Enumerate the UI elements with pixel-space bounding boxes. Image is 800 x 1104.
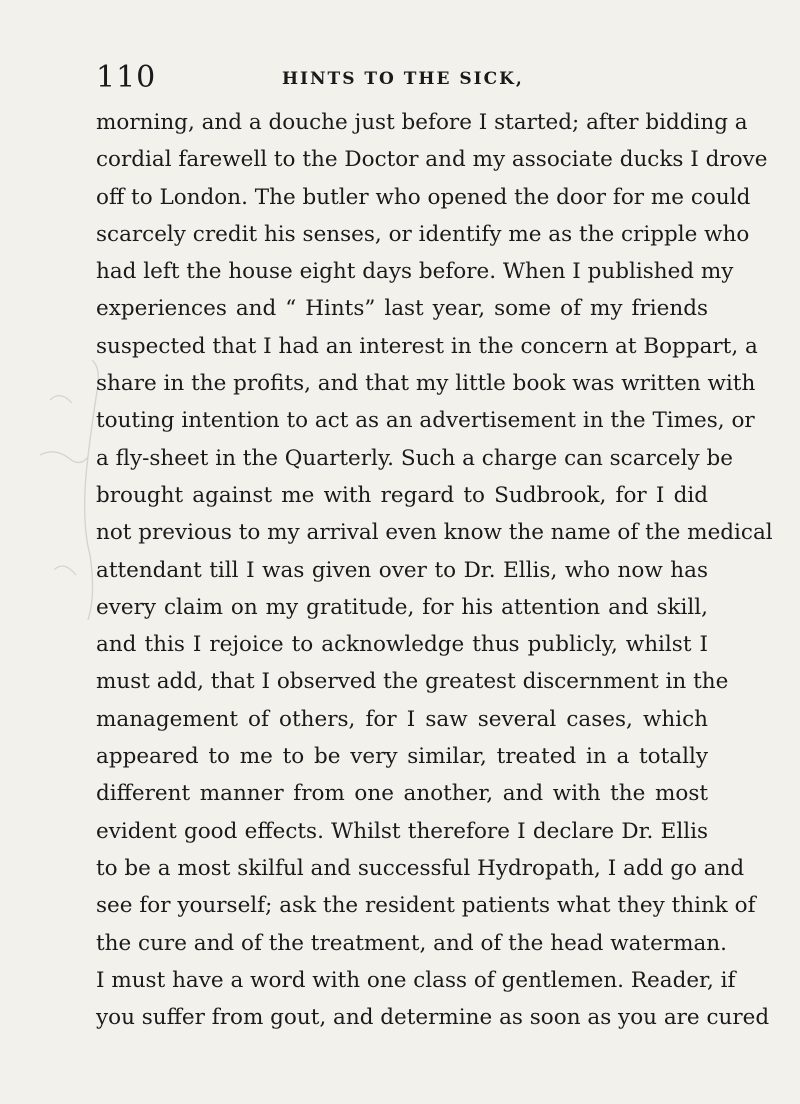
text-line: appeared to me to be very similar, treated in a totally (96, 744, 708, 770)
page-number: 110 (96, 60, 157, 95)
text-line: you suffer from gout, and determine as soon as you are cured (96, 1005, 770, 1031)
text-line: touting intention to act as an advertisement in the Times, or (96, 408, 755, 434)
text-line: a fly-sheet in the Quarterly. Such a charge can scarcely be (96, 445, 733, 471)
text-line: experiences and “ Hints” last year, some of my friends (96, 296, 708, 322)
text-line: attendant till I was given over to Dr. Ellis, who now has (96, 557, 708, 583)
text-line: suspected that I had an interest in the concern at Boppart, a (96, 333, 758, 359)
page-header (96, 60, 716, 96)
text-line: different manner from one another, and with the most (96, 781, 708, 807)
text-line: scarcely credit his senses, or identify me as the cripple who (96, 221, 750, 247)
text-line: I must have a word with one class of gentlemen. Reader, if (96, 967, 736, 993)
text-line: share in the profits, and that my little book was written with (96, 371, 756, 397)
text-line: off to London. The butler who opened the door for me could (96, 184, 751, 210)
text-line: cordial farewell to the Doctor and my associate ducks I drove (96, 147, 768, 173)
body-text (96, 104, 773, 1036)
text-line: the cure and of the treatment, and of the head waterman. (96, 930, 727, 956)
text-line: to be a most skilful and successful Hydropath, I add go and (96, 855, 745, 881)
text-line: must add, that I observed the greatest discernment in the (96, 669, 729, 695)
text-line: management of others, for I saw several cases, which (96, 706, 708, 732)
text-line: see for yourself; ask the resident patients what they think of (96, 893, 756, 919)
text-line: every claim on my gratitude, for his attention and skill, (96, 594, 708, 620)
text-line: had left the house eight days before. When I published my (96, 259, 734, 285)
text-line: morning, and a douche just before I started; after bidding a (96, 110, 748, 135)
text-line: brought against me with regard to Sudbrook, for I did (96, 482, 708, 508)
text-line: and this I rejoice to acknowledge thus publicly, whilst I (96, 632, 708, 658)
text-line: evident good effects. Whilst therefore I declare Dr. Ellis (96, 818, 708, 844)
running-head: HINTS TO THE SICK, (282, 69, 524, 89)
text-line: not previous to my arrival even know the name of the medical (96, 520, 773, 546)
